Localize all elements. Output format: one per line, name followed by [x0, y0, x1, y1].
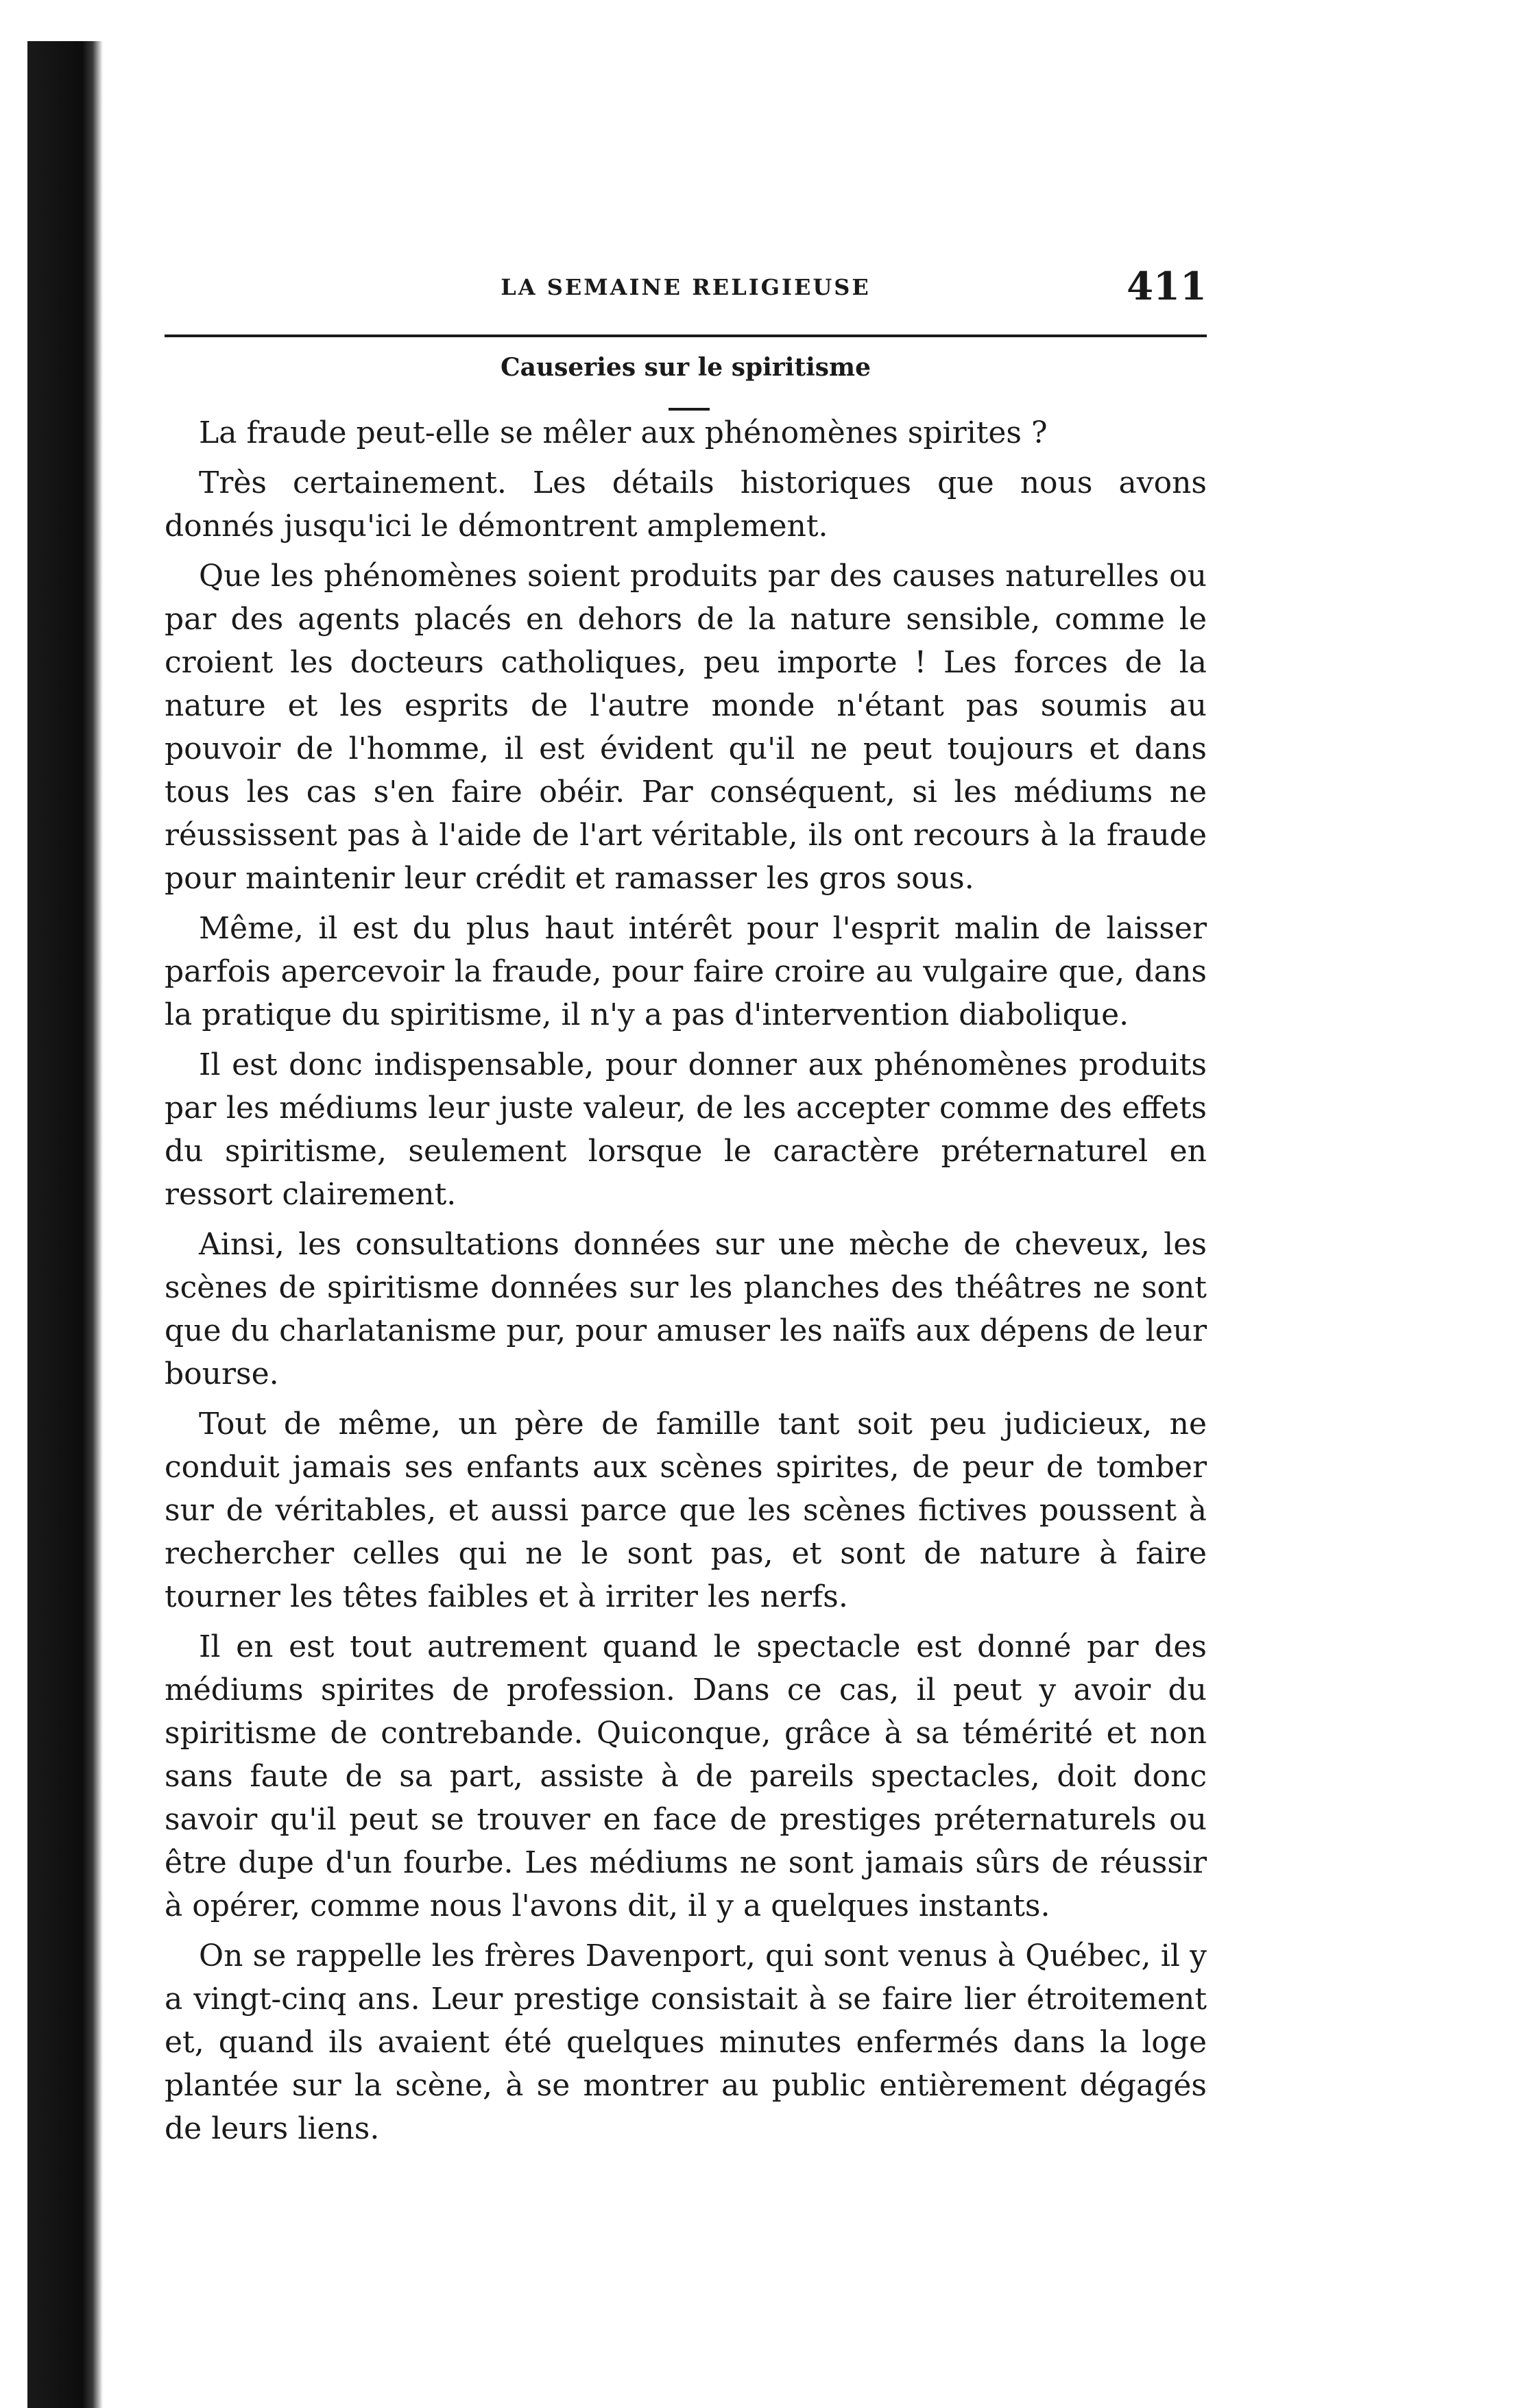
paragraph: Tout de même, un père de famille tant soit peu judicieux, ne conduit jamais ses enfants aux scènes spirites, de peur de tomber sur de véritables, et aussi parce que les scènes fictives poussent à rechercher celles qui ne le sont pas, et sont de nature à faire tourner les têtes faibles et à irriter les nerfs. — [165, 1407, 1207, 1614]
paragraph: On se rappelle les frères Davenport, qui sont venus à Québec, il y a vingt-cinq ans. Leur prestige consistait à se faire lier étroitement et, quand ils avaient été quelques minutes enfermés dans la loge plantée sur la scène, à se montrer au public entièrement dégagés de leurs liens. — [165, 1938, 1207, 2146]
paragraph: Très certainement. Les détails historiques que nous avons donnés jusqu'ici le démontrent amplement. — [165, 465, 1207, 544]
page — [165, 0, 1207, 2408]
running-title: LA SEMAINE RELIGIEUSE — [501, 274, 871, 300]
title-rule — [669, 408, 710, 411]
paragraph: Que les phénomènes soient produits par des causes naturelles ou par des agents placés en dehors de la nature sensible, comme le croient les docteurs catholiques, peu importe ! Les forces de la nature et les esprits de l'autre monde n'étant pas soumis au pouvoir de l'homme, il est évident qu'il ne peut toujours et dans tous les cas s'en faire obéir. Par conséquent, si les médiums ne réussissent pas à l'aide de l'art véritable, ils ont recours à la fraude pour maintenir leur crédit et ramasser les gros sous. — [165, 559, 1207, 896]
running-head — [165, 264, 1207, 319]
paragraph: Il en est tout autrement quand le spectacle est donné par des médiums spirites de profession. Dans ce cas, il peut y avoir du spiritisme de contrebande. Quiconque, grâce à sa témérité et non sans faute de sa part, assiste à de pareils spectacles, doit donc savoir qu'il peut se trouver en face de prestiges préternaturels ou être dupe d'un fourbe. Les médiums ne sont jamais sûrs de réussir à opérer, comme nous l'avons dit, il y a quelques instants. — [165, 1629, 1207, 1923]
section-title: Causeries sur le spiritisme — [500, 353, 871, 382]
paragraph: Même, il est du plus haut intérêt pour l'esprit malin de laisser parfois apercevoir la fraude, pour faire croire au vulgaire que, dans la pratique du spiritisme, il n'y a pas d'intervention diabolique. — [165, 911, 1207, 1032]
header-rule — [165, 335, 1207, 337]
body-text — [165, 411, 1207, 2157]
paragraph: La fraude peut-elle se mêler aux phénomènes spirites ? — [199, 415, 1048, 450]
book-spine-shadow — [0, 41, 103, 2408]
paragraph: Il est donc indispensable, pour donner aux phénomènes produits par les médiums leur juste valeur, de les accepter comme des effets du spiritisme, seulement lorsque le caractère préternaturel en ressort clairement. — [165, 1047, 1207, 1212]
page-number: 411 — [1127, 264, 1207, 309]
paragraph: Ainsi, les consultations données sur une mèche de cheveux, les scènes de spiritisme données sur les planches des théâtres ne sont que du charlatanisme pur, pour amuser les naïfs aux dépens de leur bourse. — [165, 1227, 1207, 1391]
